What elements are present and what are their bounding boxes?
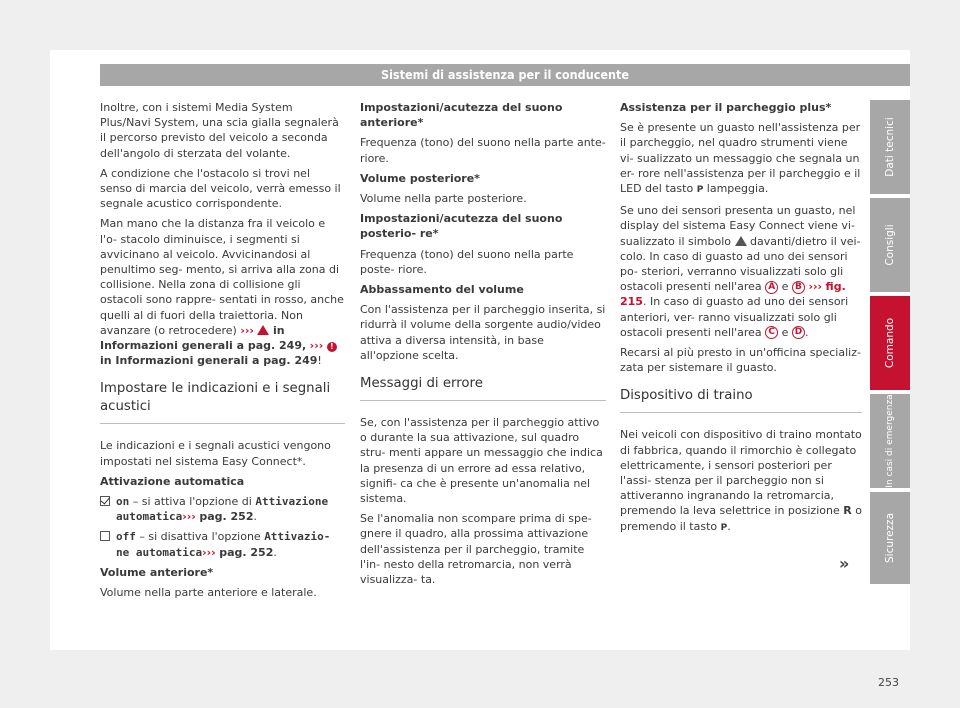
attention-icon: !	[327, 342, 337, 352]
paragraph: Frequenza (tono) del suono nella parte poste- riore.	[360, 247, 574, 276]
page-header: Sistemi di assistenza per il conducente	[100, 64, 910, 86]
column-2	[360, 100, 606, 592]
section-title: Messaggi di errore	[360, 375, 606, 401]
area-label-d: D	[792, 326, 805, 339]
paragraph: Le indicazioni e i segnali acustici vengono impostati nel sistema Easy Connect*.	[100, 439, 331, 468]
paragraph-text: Man mano che la distanza fra il veicolo e l'o- stacolo diminuisce, i segmenti si avvicinano al veicolo. Avvicinandosi al penultimo seg- mento, si arriva alla zona di collisione. Nella zona di collisione gli ostacoli sono rappre- sentati in rosso, anche quelli al di fuori della traiettoria. Non avanzare (o retrocedere)	[100, 217, 344, 337]
tab-comando[interactable]: Comando	[870, 296, 910, 390]
paragraph: Se, con l'assistenza per il parcheggio attivo o durante la sua attivazione, sul quadro stru- menti appare un messaggio che indica la presenza di un errore ad essa relativo, signifi- ca che è presente un'anomalia nel sistema.	[360, 416, 603, 506]
tab-sicurezza[interactable]: Sicurezza	[870, 492, 910, 584]
warning-icon	[735, 236, 747, 246]
reference-link[interactable]: pag. 252	[199, 510, 254, 524]
reference-link[interactable]: pag. 252	[219, 545, 274, 559]
subheading: Assistenza per il parcheggio plus*	[620, 101, 832, 114]
arrow-link[interactable]: ›››	[808, 280, 823, 294]
paragraph: Se l'anomalia non scompare prima di spe- gnere il quadro, alla prossima attivazione dell'assistenza per il parcheggio, tramite l'in- nesto della retromarcia, non verrà visualizza- ta.	[360, 512, 592, 587]
page-number: 253	[878, 676, 899, 689]
tab-dati-tecnici[interactable]: Dati tecnici	[870, 100, 910, 194]
column-3	[620, 100, 862, 541]
subheading: Impostazioni/acutezza del suono posterio- re*	[360, 212, 563, 241]
area-label-c: C	[765, 326, 778, 339]
arrow-link[interactable]: ›››	[202, 545, 216, 559]
figure-link[interactable]: fig. 215	[620, 280, 846, 309]
reference-link[interactable]: in Informazioni generali a pag. 249,	[100, 323, 307, 353]
section-title: Impostare le indicazioni e i segnali acustici	[100, 380, 345, 424]
area-label-a: A	[765, 281, 778, 294]
tab-consigli[interactable]: Consigli	[870, 198, 910, 292]
parking-button-icon: P	[696, 185, 704, 196]
paragraph: Frequenza (tono) del suono nella parte ante- riore.	[360, 136, 606, 165]
manual-page	[50, 50, 910, 650]
checkbox-checked-icon	[100, 496, 110, 506]
paragraph: Recarsi al più presto in un'officina specializ- zata per sistemare il guasto.	[620, 346, 861, 375]
subheading: Impostazioni/acutezza del suono anteriore*	[360, 101, 563, 130]
paragraph: Inoltre, con i sistemi Media System Plus/Navi System, una scia gialla segnalerà il percorso previsto del veicolo a seconda dell'angolo di sterzata del volante.	[100, 101, 339, 160]
reference-link[interactable]: in Informazioni generali a pag. 249	[100, 354, 318, 368]
paragraph: Con l'assistenza per il parcheggio inserita, si ridurrà il volume della sorgente audio/video attiva a diversa intensità, in base all'opzione scelta.	[360, 303, 606, 362]
paragraph: Nei veicoli con dispositivo di traino montato di fabbrica, quando il rimorchio è collegato elettricamente, i sensori posteriori per l'assi- stenza per il parcheggio non si attiveranno ingranando la retromarcia, premendo la leva selettrice in posizione R o premendo il tasto P.	[620, 427, 862, 535]
warning-icon	[257, 325, 269, 335]
paragraph: A condizione che l'ostacolo si trovi nel senso di marcia del veicolo, verrà emesso il segnale acustico corrispondente.	[100, 166, 341, 211]
paragraph: Se uno dei sensori presenta un guasto, nel display del sistema Easy Connect viene vi- sualizzato il simbolo davanti/dietro il vei- colo. In caso di guasto ad uno dei sensori po- steriori, verranno visualizzati solo gli ostacoli presenti nell'area A e B ››› fig. 215. In caso di guasto ad uno dei sensori anteriori, ver- ranno visualizzati solo gli ostacoli presenti nell'area C e D .	[620, 204, 861, 339]
paragraph: Volume nella parte anteriore e laterale.	[100, 586, 317, 600]
tab-in-casi-di-emergenza[interactable]: In casi di emergenza	[870, 394, 910, 488]
area-label-b: B	[792, 281, 805, 294]
subheading: Volume anteriore*	[100, 565, 214, 579]
option-on: on – si attiva l'opzione di Attivazione automatica››› pag. 252.	[100, 494, 345, 524]
paragraph: Volume nella parte posteriore.	[360, 192, 527, 206]
paragraph: Se è presente un guasto nell'assistenza per il parcheggio, nel quadro strumenti viene vi- sualizzato un messaggio che segnala un er- rore nell'assistenza per il parcheggio e il LED del tasto P lampeggia.	[620, 120, 862, 198]
checkbox-empty-icon	[100, 531, 110, 541]
paragraph: Man mano che la distanza fra il veicolo e l'o- stacolo diminuisce, i segmenti si avvicinano al veicolo. Avvicinandosi al penultimo seg- mento, si arriva alla zona di collisione. Nella zona di collisione gli ostacoli sono rappre- sentati in rosso, anche quelli al di fuori della traiettoria. Non avanzare (o retrocedere) ››› in Informazioni generali a pag. 249, ››› ! in Informazioni generali a pag. 249!	[100, 217, 344, 368]
arrow-link[interactable]: ›››	[182, 510, 196, 524]
subheading: Volume posteriore*	[360, 171, 480, 185]
subheading: Abbassamento del volume	[360, 283, 524, 297]
parking-button-icon: P	[720, 522, 728, 533]
subheading: Attivazione automatica	[100, 474, 245, 488]
option-off: off – si disattiva l'opzione Attivazio- ne automatica››› pag. 252.	[100, 529, 345, 559]
continue-icon: »	[839, 554, 850, 573]
column-1	[100, 100, 345, 605]
section-title: Dispositivo di traino	[620, 387, 862, 413]
arrow-link[interactable]: ›››	[240, 323, 254, 337]
arrow-link[interactable]: ›››	[309, 339, 324, 353]
